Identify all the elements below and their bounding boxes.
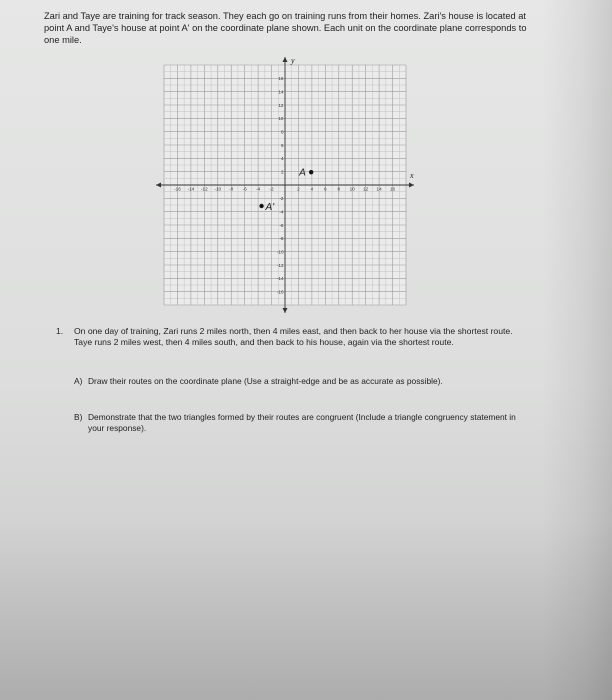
x-tick-label: -2 [269, 186, 274, 192]
x-tick-label: -10 [214, 186, 222, 192]
question-1 [56, 326, 532, 348]
y-tick-label: -10 [276, 249, 284, 255]
x-tick-label: 12 [363, 186, 369, 192]
y-axis-label: y [291, 56, 295, 65]
x-axis-label: x [410, 171, 414, 180]
y-tick-label: 8 [280, 129, 284, 135]
y-tick-label: 6 [280, 142, 284, 148]
y-tick-label: -12 [276, 262, 284, 268]
x-tick-label: 4 [310, 186, 314, 192]
question-number: 1. [56, 326, 64, 336]
y-tick-label: -14 [276, 276, 284, 282]
x-tick-label: 16 [389, 186, 396, 192]
part-a-text: Draw their routes on the coordinate plane (Use a straight-edge and be as accurate as possible). [88, 376, 443, 386]
page-shadow-bottom [0, 520, 612, 700]
x-tick-label: -4 [256, 186, 261, 192]
point-a-dot [309, 170, 313, 174]
x-tick-label: 2 [297, 186, 300, 192]
y-tick-label: -2 [279, 196, 284, 202]
part-b-letter: B) [74, 412, 83, 422]
coordinate-plane-svg[interactable] [150, 55, 420, 315]
x-axis-arrow-right [409, 183, 414, 188]
y-tick-label: 14 [278, 89, 284, 95]
point-a-label: A [299, 167, 306, 179]
x-tick-label: -14 [187, 186, 195, 192]
y-tick-label: -8 [279, 236, 284, 242]
question-part-b [74, 412, 524, 434]
y-tick-label: 16 [278, 76, 284, 82]
x-tick-label: -6 [242, 186, 247, 192]
point-a-prime-label: A' [265, 202, 275, 213]
y-tick-label: 12 [278, 102, 284, 108]
x-tick-label: 8 [337, 186, 341, 192]
y-tick-label: 10 [278, 116, 284, 122]
x-tick-label: -16 [174, 186, 181, 192]
x-tick-label: -8 [229, 186, 234, 192]
part-b-text: Demonstrate that the two triangles formed by their routes are congruent (Include a triangle congruency statement in your response). [88, 412, 516, 433]
x-tick-label: -12 [201, 186, 208, 192]
point-a-prime-dot [259, 204, 263, 208]
y-axis-arrow-down [283, 308, 288, 313]
x-tick-label: 6 [324, 186, 327, 192]
x-axis-arrow-left [156, 183, 161, 188]
intro-paragraph: Zari and Taye are training for track season. They each go on training runs from their homes. Zari's house is located at point A and Taye's house at point A' on the coordinate plane shown. Each unit on the coordinate plane corresponds to one mile. [44, 11, 527, 45]
x-tick-label: 14 [376, 186, 382, 192]
y-tick-label: -6 [279, 222, 284, 228]
x-tick-label: 10 [349, 186, 355, 192]
coordinate-plane[interactable] [150, 55, 420, 315]
y-tick-label: -4 [279, 209, 284, 215]
y-tick-label: -16 [276, 289, 284, 295]
question-text: On one day of training, Zari runs 2 miles north, then 4 miles east, and then back to her house via the shortest route. Taye runs 2 miles west, then 4 miles south, and then back to his house, again via the shortest route. [74, 326, 513, 347]
y-tick-label: 2 [280, 169, 284, 175]
y-tick-label: 4 [280, 156, 284, 162]
y-axis-arrow-up [283, 57, 288, 62]
part-a-letter: A) [74, 376, 83, 386]
question-part-a [74, 376, 524, 387]
